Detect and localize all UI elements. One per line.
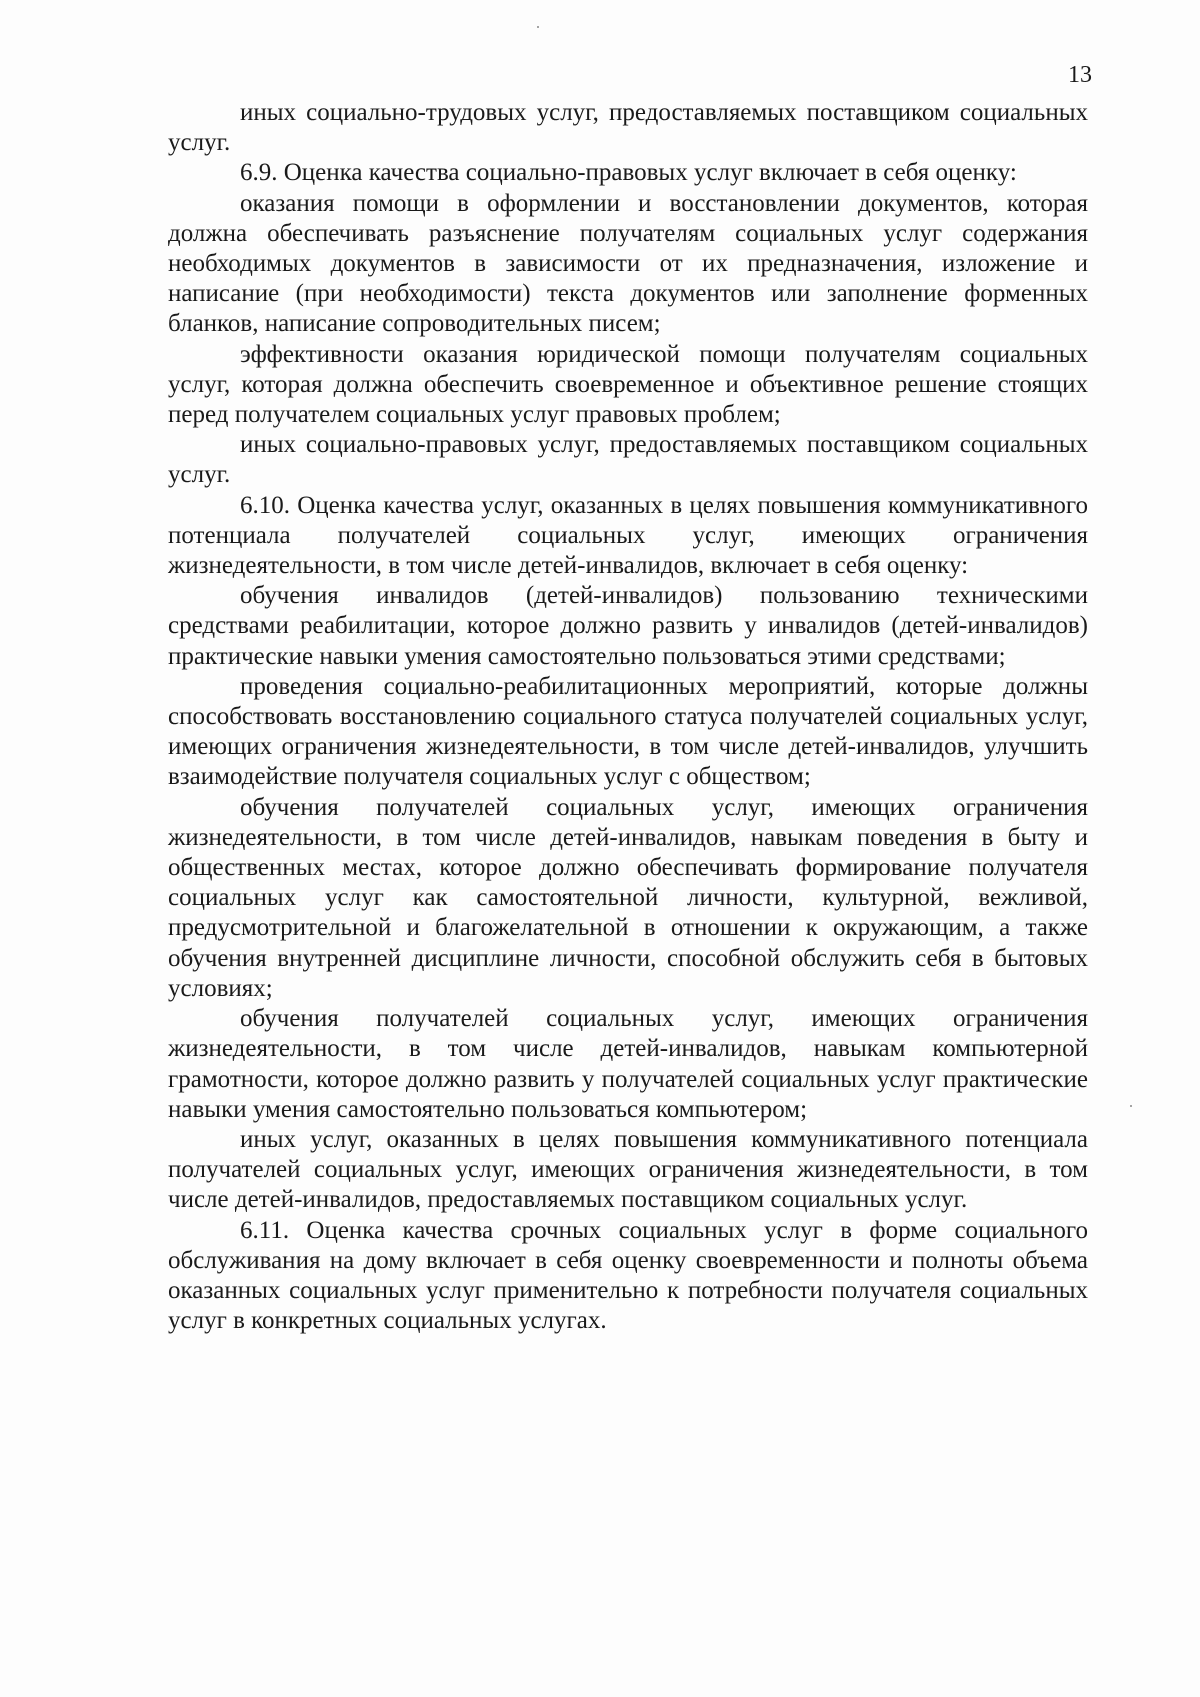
paragraph: 6.11. Оценка качества срочных социальных услуг в форме социального обслуживания на дому включает в себя оценку своевременности и полноты объема оказанных социальных услуг применительно к потребности получателя социальных услуг в конкретных социальных услугах.	[168, 1216, 1088, 1335]
paragraph: оказания помощи в оформлении и восстановлении документов, которая должна обеспечивать разъяснение получателям социальных услуг содержания необходимых документов в зависимости от их предназначения, изложение и написание (при необходимости) текста документов или заполнение форменных бланков, написание сопроводительных писем;	[168, 189, 1088, 338]
paragraph: обучения получателей социальных услуг, имеющих ограничения жизнедеятельности, в том числе детей-инвалидов, навыкам поведения в быту и общественных местах, которое должно обеспечивать формирование получателя социальных услуг как самостоятельной личности, культурной, вежливой, предусмотрительной и благожелательной в отношении к окружающим, а также обучения внутренней дисциплине личности, способной обслужить себя в бытовых условиях;	[168, 793, 1088, 1002]
paragraph: проведения социально-реабилитационных мероприятий, которые должны способствовать восстановлению социального статуса получателей социальных услуг, имеющих ограничения жизнедеятельности, в том числе детей-инвалидов, улучшить взаимодействие получателя социальных услуг с обществом;	[168, 672, 1088, 791]
paragraph: эффективности оказания юридической помощи получателям социальных услуг, которая должна обеспечить своевременное и объективное решение стоящих перед получателем социальных услуг правовых проблем;	[168, 340, 1088, 429]
scan-speck	[537, 26, 539, 28]
scan-speck	[1130, 1105, 1132, 1107]
paragraph: иных социально-правовых услуг, предоставляемых поставщиком социальных услуг.	[168, 431, 1088, 489]
paragraph: обучения инвалидов (детей-инвалидов) пользованию техническими средствами реабилитации, которое должно развить у инвалидов (детей-инвалидов) практические навыки умения самостоятельно пользоваться этими средствами;	[168, 582, 1088, 670]
paragraph: 6.9. Оценка качества социально-правовых услуг включает в себя оценку:	[240, 159, 1017, 187]
body-text	[168, 98, 1088, 1336]
paragraph: 6.10. Оценка качества услуг, оказанных в целях повышения коммуникативного потенциала получателей социальных услуг, имеющих ограничения жизнедеятельности, в том числе детей-инвалидов, включает в себя оценку:	[168, 491, 1088, 580]
paragraph: обучения получателей социальных услуг, имеющих ограничения жизнедеятельности, в том числе детей-инвалидов, навыкам компьютерной грамотности, которое должно развить у получателей социальных услуг практические навыки умения самостоятельно пользоваться компьютером;	[168, 1005, 1088, 1123]
paragraph: иных социально-трудовых услуг, предоставляемых поставщиком социальных услуг.	[168, 99, 1088, 157]
page-number: 13	[1068, 62, 1092, 88]
paragraph: иных услуг, оказанных в целях повышения коммуникативного потенциала получателей социальных услуг, имеющих ограничения жизнедеятельности, в том числе детей-инвалидов, предоставляемых поставщиком социальных услуг.	[168, 1125, 1088, 1214]
